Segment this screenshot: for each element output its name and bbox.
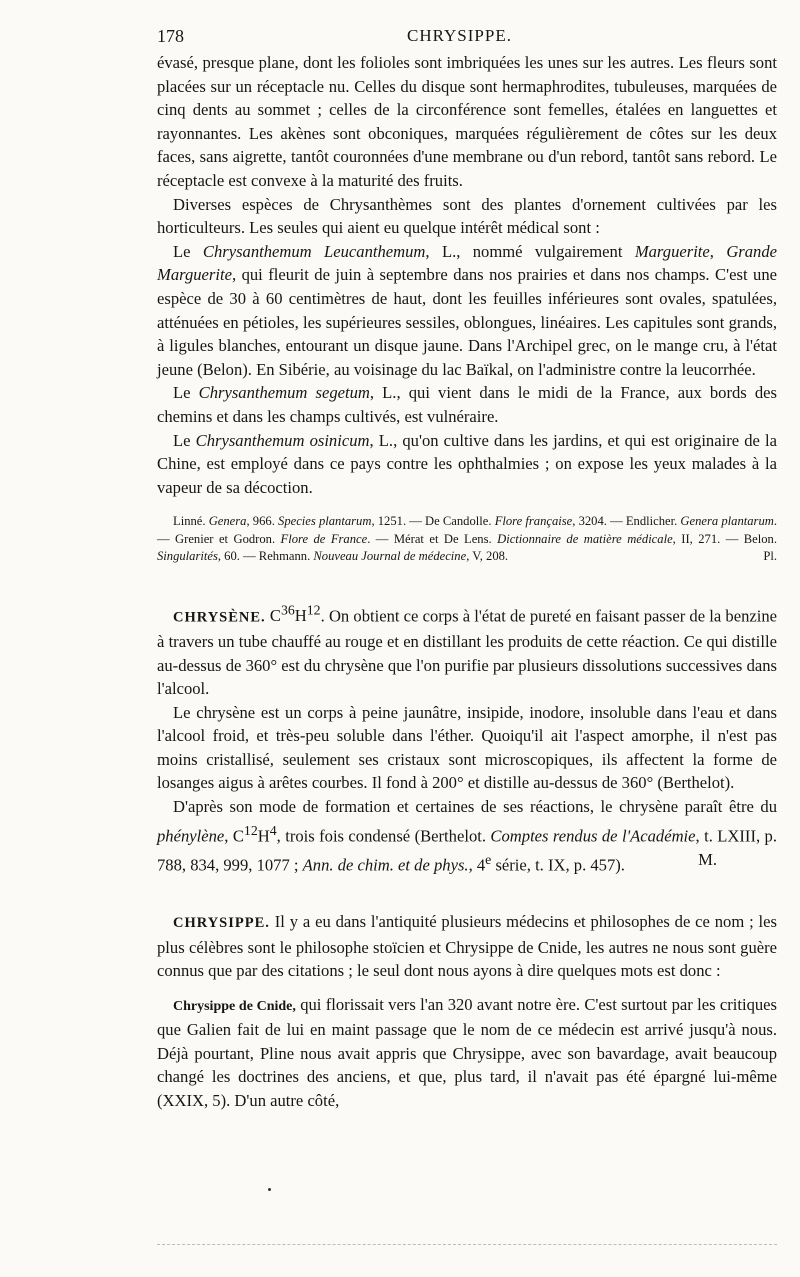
sub-heading: Chrysippe de Cnide, <box>173 998 296 1014</box>
author-signature: M. <box>698 849 717 869</box>
entry-chrysene <box>157 599 777 877</box>
common-name: Grande Marguerite <box>157 241 778 285</box>
chrysene-paragraph-2: Le chrysène est un corps à peine jaunâtre, insipide, inodore, insoluble dans l'eau et dans l'alcool froid, et très-peu soluble dans l'éther. Quoiqu'il ait l'aspect amorphe, il n'est pas moins cristallisé, seulement ses cristaux sont microscopiques, ils affectent la forme de losanges aigus à arêtes courbes. Il fond à 200° et distille au-dessus de 360° (Berthelot). <box>157 702 777 793</box>
chrysippe-paragraph-1: CHRYSIPPE. Il y a eu dans l'antiquité plusieurs médecins et philosophes de ce nom ; les plus célèbres sont le philosophe stoïcien et Chrysippe de Cnide, les autres ne nous sont guère connus que par des citations ; le seul dont nous ayons à dire quelques mots est donc : <box>157 911 777 981</box>
author-signature: Pl. <box>763 549 777 564</box>
chrysene-paragraph-1: CHRYSÈNE. $C^{36}H^{12}$. On obtient ce corps à l'état de pureté en faisant passer de la benzine à travers un tube chauffé au rouge et en distillant les produits de cette réaction. Ce qui distille au-dessus de 360° est du chrysène que l'on purifie par plusieurs dissolutions successives dans l'alcool. <box>157 602 777 699</box>
species-name: Chrysanthemum Leucanthemum <box>202 241 426 261</box>
page-content <box>157 51 777 1113</box>
species-name: Chrysanthemum osinicum <box>195 430 370 450</box>
entry-chrysippe <box>157 910 777 1113</box>
bottom-rule <box>157 1244 777 1245</box>
chemical-formula: $C^{36}H^{12}$ <box>269 602 321 626</box>
entry-heading: CHRYSÈNE. <box>173 609 266 626</box>
chrysantheme-paragraph-1: évasé, presque plane, dont les folioles sont imbriquées les unes sur les autres. Les fleurs sont placées sur un réceptacle nu. Celles du disque sont hermaphrodites, tubuleuses, marquées de cinq dents au sommet ; celles de la circonférence sont femelles, étalées en languettes et rayonnantes. Les akènes sont obconiques, marquées régulièrement de côtes sur les deux faces, sans aigrette, tantôt couronnées d'une membrane ou d'un rebord, tantôt sans rebord. Le réceptacle est convexe à la maturité des fruits. <box>157 53 777 190</box>
chrysantheme-paragraph-leucanthemum: Le Chrysanthemum Leucanthemum, L., nommé vulgairement Marguerite, Grande Marguerite, qui fleurit de juin à septembre dans nos prairies et dans nos champs. C'est une espèce de 30 à 60 centimètres de haut, dont les feuilles inférieures sont ovales, spatulées, atténuées en pétioles, les supérieures sessiles, oblongues, linéaires. Les capitules sont grands, à ligules blanches, entourant un disque jaune. Dans l'Archipel grec, on le mange cru, à l'état jeune (Belon). En Sibérie, au voisinage du lac Baïkal, on l'administre contre la leucorrhée. <box>157 241 778 379</box>
chrysantheme-paragraph-segetum: Le Chrysanthemum segetum, L., qui vient dans le midi de la France, aux bords des chemins et dans les champs cultivés, est vulnéraire. <box>157 383 777 426</box>
page-number: 178 <box>157 26 184 46</box>
bibliography: Linné. Genera, 966. Species plantarum, 1251. — De Candolle. Flore française, 3204. — Endlicher. Genera plantarum. — Grenier et Godron. Flore de France. — Mérat et De Lens. Dictionnaire de matière médicale, II, 271. — Belon. Singularités, 60. — Rehmann. Nouveau Journal de médecine, V, 208. Pl. <box>157 513 777 566</box>
running-title: CHRYSIPPE. <box>407 26 512 45</box>
chrysippe-paragraph-2: Chrysippe de Cnide, qui florissait vers l'an 320 avant notre ère. C'est surtout par les critiques que Galien fait de lui en maint passage que le nom de ce médecin est arrivé jusqu'à nous. Déjà pourtant, Pline nous avait appris que Chrysippe, avec son bavardage, avait beaucoup changé les doctrines des anciens, et que, plus tard, il n'avait pas été épargné lui-même (XXIX, 5). D'un autre côté, <box>157 994 777 1111</box>
chrysene-paragraph-3: D'après son mode de formation et certaines de ses réactions, le chrysène paraît être du phénylène, $C^{12}H^4$, trois fois condensé (Berthelot. Comptes rendus de l'Académie, t. LXIII, p. 788, 834, 999, 1077 ; Ann. de chim. et de phys., 4e série, t. IX, p. 457). M. <box>157 797 777 875</box>
chrysantheme-paragraph-osinicum: Le Chrysanthemum osinicum, L., qu'on cultive dans les jardins, et qui est originaire de la Chine, est employé dans ce pays contre les ophthalmies ; on expose les yeux malades à la vapeur de sa décoction. <box>157 430 778 497</box>
common-name: Marguerite <box>634 241 710 261</box>
entry-heading: CHRYSIPPE. <box>173 914 270 931</box>
chrysantheme-paragraph-2: Diverses espèces de Chrysanthèmes sont des plantes d'ornement cultivées par les horticulteurs. Les seules qui aient eu quelque intérêt médical sont : <box>157 194 777 238</box>
species-name: Chrysanthemum segetum <box>198 383 370 403</box>
running-head <box>157 26 777 50</box>
ink-speck <box>268 1188 271 1191</box>
